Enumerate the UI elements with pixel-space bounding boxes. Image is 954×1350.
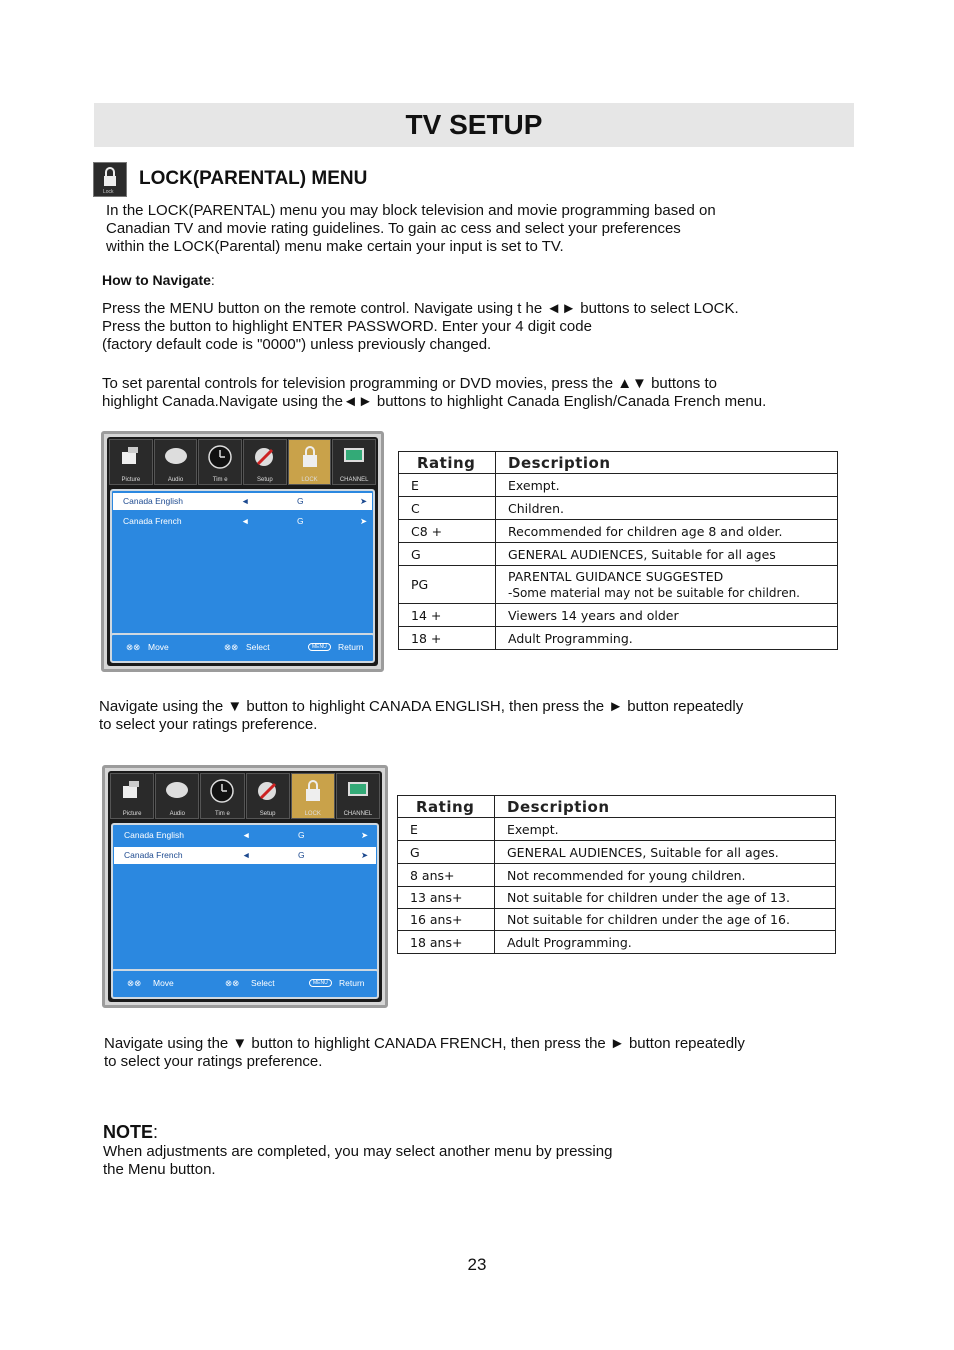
nav-line: to select your ratings preference. [104, 1053, 323, 1070]
tv-lock-menu-1 [101, 431, 384, 672]
row-value: G [298, 850, 305, 860]
footer-return: Return [339, 978, 365, 988]
description-cell: GENERAL AUDIENCES, Suitable for all ages [496, 543, 838, 566]
tab-label: LOCK [301, 477, 318, 483]
tab-label: Audio [169, 811, 185, 817]
note-title: NOTE [103, 1122, 154, 1142]
speaker-icon [163, 444, 189, 470]
rating-cell: G [399, 543, 496, 566]
menu-panel [110, 489, 375, 641]
rating-cell: G [398, 841, 495, 864]
menu-footer [110, 633, 375, 663]
tab-label: Tim e [215, 811, 230, 817]
lock-icon-label: Lock [103, 189, 114, 195]
description-cell: Recommended for children age 8 and older. [496, 520, 838, 543]
tab-picture[interactable] [109, 439, 153, 485]
menu-row-canada-french[interactable] [113, 513, 372, 530]
arrow-left-icon[interactable]: ◄ [241, 516, 250, 526]
tab-label: CHANNEL [339, 477, 369, 483]
padlock-icon [300, 778, 326, 804]
step-line: (factory default code is "0000") unless previously changed. [102, 336, 492, 353]
rating-cell: 14 + [399, 604, 496, 627]
description-cell: Exempt. [495, 818, 836, 841]
row-value: G [297, 496, 304, 506]
row-label: Canada English [123, 496, 184, 506]
col-header-rating: Rating [399, 452, 496, 474]
description-cell [496, 566, 838, 604]
note-line: the Menu button. [103, 1161, 216, 1178]
nav-english-paragraph [99, 698, 743, 734]
tab-audio[interactable] [155, 773, 199, 819]
tab-time[interactable] [200, 773, 244, 819]
table-row [398, 887, 836, 909]
monitor-icon [345, 778, 371, 804]
title-banner [94, 103, 854, 147]
tab-setup[interactable] [243, 439, 287, 485]
note-paragraph [103, 1143, 612, 1179]
tab-label: Picture [121, 477, 141, 483]
rating-cell: PG [399, 566, 496, 604]
description-cell: Adult Programming. [495, 931, 836, 954]
table-row [398, 931, 836, 954]
table-row [399, 627, 838, 650]
how-to-heading [102, 272, 215, 288]
tab-audio[interactable] [154, 439, 198, 485]
section-title: LOCK(PARENTAL) MENU [139, 168, 368, 189]
arrow-right-icon[interactable]: ➤ [361, 850, 369, 860]
table-row [399, 604, 838, 627]
select-arrows-icon: ⊗⊗ [225, 978, 240, 988]
rating-cell: 8 ans+ [398, 864, 495, 887]
clock-icon [209, 778, 235, 804]
rating-cell: C [399, 497, 496, 520]
how-to-label: How to Navigate [102, 272, 211, 288]
arrow-left-icon[interactable]: ◄ [242, 830, 251, 840]
nav-line: Navigate using the ▼ button to highlight CANADA FRENCH, then press the ► button repeatedly [104, 1035, 745, 1052]
how-to-colon: : [210, 272, 215, 288]
steps-paragraph-1 [102, 300, 739, 354]
note-line: When adjustments are completed, you may select another menu by pressing [103, 1143, 613, 1160]
table-row [399, 520, 838, 543]
col-header-description: Description [496, 452, 838, 474]
tab-label: Setup [257, 477, 273, 483]
nav-line: Navigate using the ▼ button to highlight CANADA ENGLISH, then press the ► button repeatedly [99, 698, 744, 715]
rating-cell: E [399, 474, 496, 497]
padlock-icon [297, 444, 323, 470]
row-label: Canada English [124, 830, 185, 840]
gear-icon [252, 444, 278, 470]
rating-cell: 16 ans+ [398, 909, 495, 931]
description-cell: Not suitable for children under the age of 16. [495, 909, 836, 931]
intro-paragraph [106, 202, 716, 256]
tv-lock-menu-2 [102, 765, 388, 1008]
note-heading [103, 1122, 158, 1143]
arrow-right-icon[interactable]: ➤ [360, 496, 368, 506]
table-row [398, 818, 836, 841]
table-row [399, 497, 838, 520]
rating-cell: E [398, 818, 495, 841]
select-arrows-icon: ⊗⊗ [224, 642, 239, 652]
arrow-left-icon[interactable]: ◄ [242, 850, 251, 860]
move-arrows-icon: ⊗⊗ [126, 642, 141, 652]
rating-cell: 18 + [399, 627, 496, 650]
note-colon: : [153, 1122, 159, 1142]
tab-lock[interactable] [291, 773, 335, 819]
table-row [398, 841, 836, 864]
footer-move: Move [148, 642, 169, 652]
page-title: TV SETUP [405, 109, 543, 140]
table-row [399, 566, 838, 604]
menu-tabs [110, 773, 380, 819]
description-cell: Exempt. [496, 474, 838, 497]
tab-label: Audio [167, 477, 184, 483]
row-value: G [297, 516, 304, 526]
arrow-right-icon[interactable]: ➤ [360, 516, 368, 526]
intro-line: In the LOCK(PARENTAL) menu you may block television and movie programming based on [106, 202, 716, 219]
tab-time[interactable] [198, 439, 242, 485]
tab-label: CHANNEL [343, 811, 373, 817]
step-line: To set parental controls for television programming or DVD movies, press the ▲▼ buttons to [102, 375, 717, 392]
description-line: PARENTAL GUIDANCE SUGGESTED [508, 568, 724, 584]
row-value: G [298, 830, 305, 840]
row-label: Canada French [123, 516, 182, 526]
footer-return: Return [338, 642, 364, 652]
col-header-description: Description [495, 796, 836, 818]
menu-row-canada-english[interactable] [114, 827, 376, 844]
intro-line: Canadian TV and movie rating guidelines. To gain ac cess and select your preferences [106, 220, 681, 237]
tab-channel[interactable] [332, 439, 376, 485]
canada-english-ratings-table [398, 451, 838, 650]
footer-select: Select [251, 978, 275, 988]
tab-picture[interactable] [110, 773, 154, 819]
tab-setup[interactable] [246, 773, 290, 819]
menu-tabs [109, 439, 376, 485]
tab-label: LOCK [304, 811, 321, 817]
tab-label: Setup [259, 811, 276, 817]
description-cell: Not recommended for young children. [495, 864, 836, 887]
menu-footer [111, 969, 379, 999]
description-cell: Not suitable for children under the age of 13. [495, 887, 836, 909]
camera-icon [119, 778, 145, 804]
intro-line: within the LOCK(Parental) menu make certain your input is set to TV. [106, 238, 564, 255]
table-row [399, 543, 838, 566]
canada-french-ratings-table [397, 795, 836, 954]
nav-french-paragraph [104, 1035, 745, 1071]
step-line: Press the MENU button on the remote control. Navigate using t he ◄► buttons to select LOCK. [102, 300, 739, 317]
camera-icon [118, 444, 144, 470]
description-cell: Children. [496, 497, 838, 520]
clock-icon [207, 444, 233, 470]
step-line: highlight Canada.Navigate using the◄► buttons to highlight Canada English/Canada French menu. [102, 393, 767, 410]
menu-badge: MENU [308, 643, 331, 651]
menu-panel [111, 823, 379, 975]
tab-channel[interactable] [336, 773, 380, 819]
rating-cell: 18 ans+ [398, 931, 495, 954]
arrow-left-icon[interactable]: ◄ [241, 496, 250, 506]
col-header-rating: Rating [398, 796, 495, 818]
gear-icon [255, 778, 281, 804]
steps-paragraph-2 [102, 375, 766, 411]
page-number: 23 [467, 1255, 487, 1274]
rating-cell: 13 ans+ [398, 887, 495, 909]
menu-row-canada-english[interactable] [113, 493, 372, 510]
tab-label: Picture [122, 811, 142, 817]
move-arrows-icon: ⊗⊗ [127, 978, 142, 988]
menu-row-canada-french[interactable] [114, 847, 376, 864]
nav-line: to select your ratings preference. [99, 716, 318, 733]
tab-lock[interactable] [288, 439, 332, 485]
description-line: -Some material may not be suitable for children. [508, 585, 800, 600]
row-label: Canada French [124, 850, 183, 860]
tab-label: Tim e [212, 477, 228, 483]
speaker-icon [164, 778, 190, 804]
description-cell: GENERAL AUDIENCES, Suitable for all ages. [495, 841, 836, 864]
table-row [399, 474, 838, 497]
monitor-icon [341, 444, 367, 470]
menu-badge: MENU [309, 979, 332, 987]
table-row [398, 909, 836, 931]
footer-select: Select [246, 642, 270, 652]
step-line: Press the button to highlight ENTER PASSWORD. Enter your 4 digit code [102, 318, 592, 335]
arrow-right-icon[interactable]: ➤ [361, 830, 369, 840]
rating-cell: C8 + [399, 520, 496, 543]
description-cell: Adult Programming. [496, 627, 838, 650]
table-row [398, 864, 836, 887]
description-cell: Viewers 14 years and older [496, 604, 838, 627]
footer-move: Move [153, 978, 174, 988]
lock-icon [93, 162, 127, 197]
